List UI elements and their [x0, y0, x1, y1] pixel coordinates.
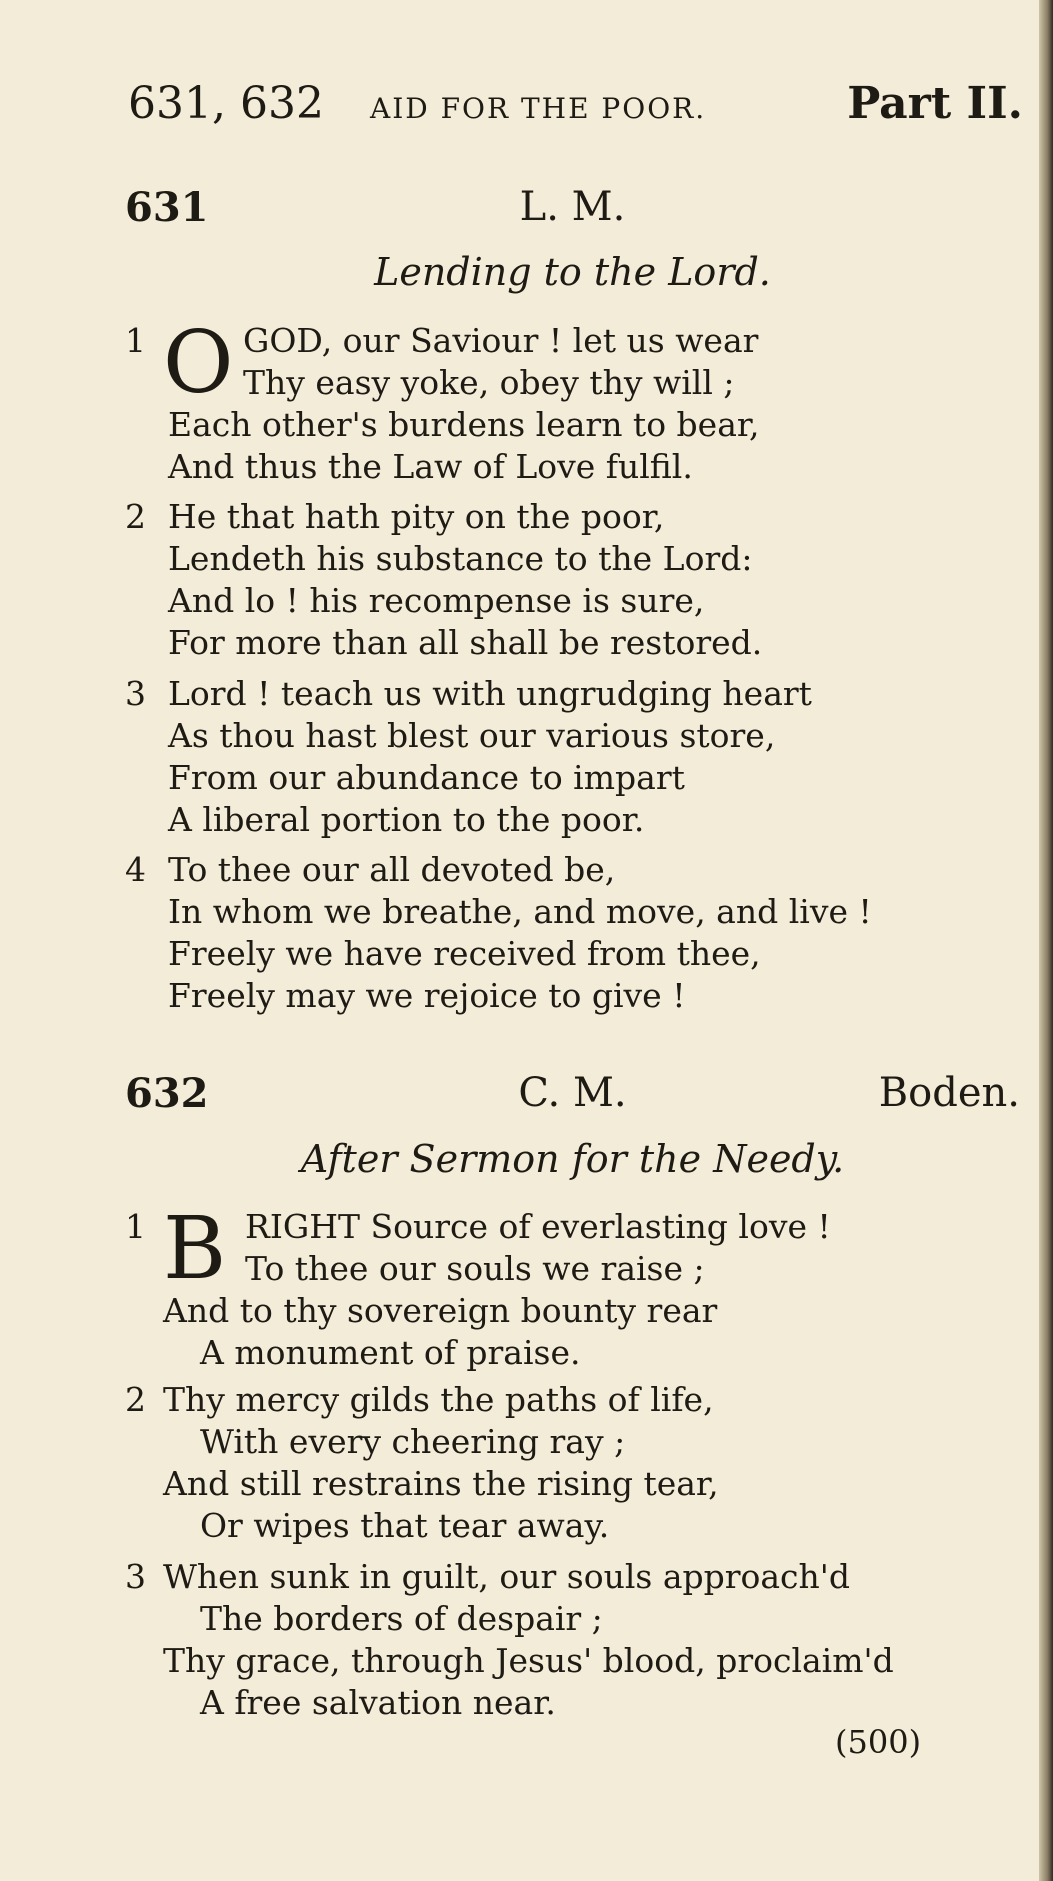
- hymn-meter: L. M.: [519, 184, 626, 230]
- verse-line: Or wipes that tear away.: [200, 1506, 610, 1545]
- stanza-number: 2: [125, 1380, 146, 1419]
- drop-cap: B: [163, 1199, 227, 1299]
- hymn-meter: C. M.: [518, 1070, 627, 1116]
- hymn-632-stanza-1: [125, 1199, 1035, 1374]
- verse-line: A liberal portion to the poor.: [168, 800, 645, 839]
- verse-line: As thou hast blest our various store,: [168, 716, 776, 755]
- header-part: Part II.: [847, 78, 1023, 129]
- verse-line: In whom we breathe, and move, and live !: [168, 892, 872, 931]
- verse-line: Thy grace, through Jesus' blood, proclaim'd: [163, 1641, 894, 1680]
- verse-line: RIGHT Source of everlasting love !: [245, 1207, 831, 1246]
- hymn-631-heading: [125, 184, 1020, 234]
- verse-line: And thus the Law of Love fulfil.: [168, 447, 693, 486]
- drop-cap: O: [163, 313, 234, 413]
- stanza-number: 3: [125, 1557, 146, 1596]
- header-hymn-numbers: 631, 632: [128, 78, 324, 129]
- verse-line: The borders of despair ;: [200, 1599, 603, 1638]
- verse-line: Lendeth his substance to the Lord:: [168, 539, 753, 578]
- verse-line: When sunk in guilt, our souls approach'd: [163, 1557, 850, 1596]
- verse-line: Freely may we rejoice to give !: [168, 976, 686, 1015]
- hymn-631-stanza-1: [125, 313, 1035, 488]
- verse-line: A monument of praise.: [200, 1333, 581, 1372]
- verse-line: For more than all shall be restored.: [168, 623, 763, 662]
- hymn-number: 632: [125, 1070, 209, 1117]
- hymn-632-title: After Sermon for the Needy.: [300, 1137, 845, 1181]
- tune-name: Boden.: [878, 1070, 1020, 1116]
- page-edge: [1039, 0, 1053, 1881]
- hymn-632-stanza-2: [125, 1379, 1035, 1547]
- verse-line: And still restrains the rising tear,: [163, 1464, 719, 1503]
- stanza-number: 2: [125, 497, 146, 536]
- verse-line: GOD, our Saviour ! let us wear: [243, 321, 759, 360]
- hymn-631-stanza-4: [125, 849, 1035, 1017]
- hymn-632-heading: [125, 1070, 1020, 1120]
- page-number: (500): [835, 1723, 922, 1761]
- verse-line: Thy easy yoke, obey thy will ;: [243, 363, 735, 402]
- hymn-number: 631: [125, 184, 209, 231]
- verse-line: And lo ! his recompense is sure,: [168, 581, 705, 620]
- stanza-number: 4: [125, 850, 146, 889]
- verse-line: Each other's burdens learn to bear,: [168, 405, 760, 444]
- hymn-631-title: Lending to the Lord.: [374, 250, 771, 294]
- stanza-number: 1: [125, 1207, 146, 1246]
- stanza-number: 1: [125, 321, 146, 360]
- stanza-number: 3: [125, 674, 146, 713]
- verse-line: And to thy sovereign bounty rear: [163, 1291, 718, 1330]
- verse-line: A free salvation near.: [200, 1683, 556, 1722]
- verse-line: Thy mercy gilds the paths of life,: [163, 1380, 714, 1419]
- verse-line: He that hath pity on the poor,: [168, 497, 665, 536]
- header-running-title: AID FOR THE POOR.: [370, 92, 707, 125]
- verse-line: To thee our souls we raise ;: [245, 1249, 705, 1288]
- verse-line: With every cheering ray ;: [200, 1422, 626, 1461]
- hymn-632-stanza-3: [125, 1556, 1035, 1724]
- verse-line: Freely we have received from thee,: [168, 934, 761, 973]
- verse-line: Lord ! teach us with ungrudging heart: [168, 674, 812, 713]
- running-header: [128, 78, 1023, 138]
- hymn-631-stanza-2: [125, 496, 1035, 664]
- hymn-631-stanza-3: [125, 673, 1035, 841]
- verse-line: To thee our all devoted be,: [168, 850, 616, 889]
- verse-line: From our abundance to impart: [168, 758, 685, 797]
